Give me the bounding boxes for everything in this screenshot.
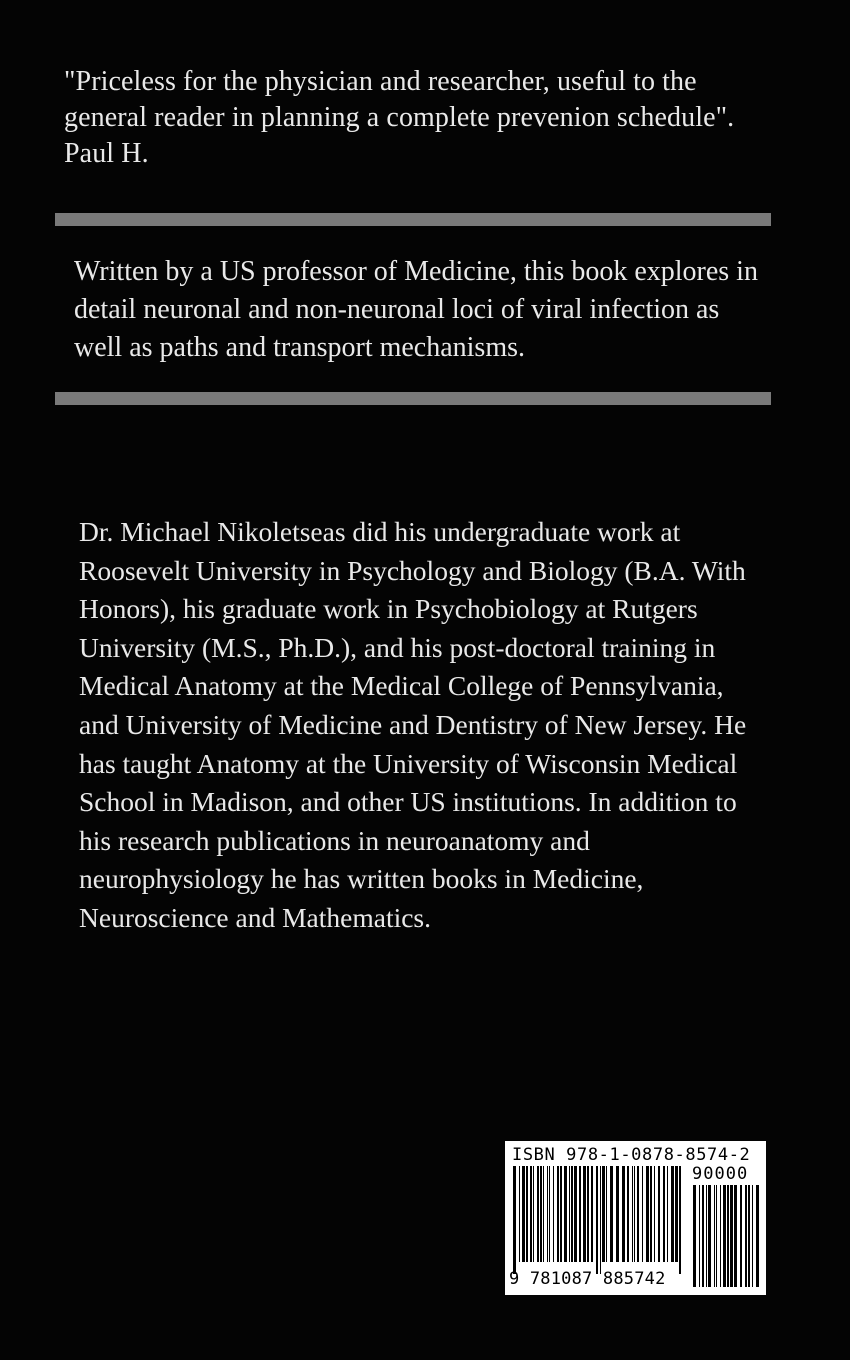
barcode-bar xyxy=(587,1166,589,1262)
barcode-bar xyxy=(560,1166,562,1262)
bottom-divider xyxy=(55,392,771,405)
barcode-bar xyxy=(557,1166,559,1262)
barcode-bar xyxy=(634,1166,635,1262)
quote-text: "Priceless for the physician and researcher, useful to the general reader in planning a complete prevenion schedule". xyxy=(64,66,735,133)
barcode-bar xyxy=(699,1185,700,1287)
barcode-bar xyxy=(734,1185,737,1287)
ean-barcode-bars xyxy=(513,1166,681,1274)
barcode-bar xyxy=(519,1166,520,1262)
quote-attribution: Paul H. xyxy=(64,138,149,169)
barcode-bar xyxy=(564,1166,567,1262)
barcode-bar xyxy=(549,1166,550,1262)
barcode-bar xyxy=(642,1166,643,1262)
barcode-bar xyxy=(547,1166,548,1262)
isbn-label: ISBN 978-1-0878-8574-2 xyxy=(512,1145,751,1165)
price-code: 90000 xyxy=(692,1164,749,1184)
barcode-bar xyxy=(537,1166,539,1262)
barcode-bar xyxy=(543,1166,544,1262)
barcode-bar xyxy=(622,1166,625,1262)
barcode-bar xyxy=(702,1185,704,1287)
barcode-bar xyxy=(583,1166,586,1262)
barcode-bar xyxy=(610,1166,613,1262)
barcode-bar xyxy=(600,1166,601,1274)
barcode-bar xyxy=(714,1185,715,1287)
barcode-bar xyxy=(602,1166,605,1262)
barcode-bar xyxy=(526,1166,528,1262)
barcode-bar xyxy=(533,1166,534,1262)
barcode-bar xyxy=(513,1166,516,1274)
barcode-bar xyxy=(675,1166,678,1262)
barcode-bar xyxy=(571,1166,573,1262)
barcode-bar xyxy=(667,1166,668,1262)
barcode-bar xyxy=(646,1166,649,1262)
barcode-bar xyxy=(745,1185,747,1287)
barcode-bar xyxy=(574,1166,577,1262)
top-divider xyxy=(55,213,771,226)
book-blurb: Written by a US professor of Medicine, this book explores in detail neuronal and non-neuronal loci of viral infection as well as paths and transport mechanisms. xyxy=(74,256,758,363)
barcode-bar xyxy=(671,1166,674,1262)
barcode-bar xyxy=(663,1166,665,1262)
barcode-bar xyxy=(540,1166,542,1262)
barcode-bar xyxy=(553,1166,554,1262)
barcode-bar xyxy=(716,1185,717,1287)
barcode-bar xyxy=(579,1166,581,1262)
ean-digits: 9 781087 885742 xyxy=(509,1269,666,1289)
barcode-bar xyxy=(632,1166,633,1262)
barcode-bar xyxy=(679,1166,681,1274)
barcode-bar xyxy=(740,1185,742,1287)
barcode-bar xyxy=(730,1185,733,1287)
barcode-bar xyxy=(530,1166,532,1262)
isbn-barcode xyxy=(505,1141,766,1295)
barcode-bar xyxy=(606,1166,607,1262)
barcode-bar xyxy=(756,1185,759,1287)
barcode-bar xyxy=(591,1166,593,1262)
barcode-bar xyxy=(727,1185,729,1287)
endorsement-quote xyxy=(64,64,784,172)
barcode-bar xyxy=(627,1166,629,1262)
price-addon-bars xyxy=(693,1185,759,1287)
barcode-bar xyxy=(723,1185,726,1287)
barcode-bar xyxy=(708,1185,711,1287)
barcode-bar xyxy=(654,1166,655,1262)
barcode-bar xyxy=(693,1185,696,1287)
barcode-bar xyxy=(596,1166,598,1274)
barcode-bar xyxy=(522,1166,525,1262)
barcode-bar xyxy=(706,1185,707,1287)
barcode-bar xyxy=(650,1166,652,1262)
barcode-bar xyxy=(637,1166,639,1262)
barcode-bar xyxy=(752,1185,753,1287)
barcode-bar xyxy=(616,1166,619,1262)
barcode-bar xyxy=(748,1185,750,1287)
barcode-bar xyxy=(658,1166,660,1262)
barcode-bar xyxy=(569,1166,570,1262)
author-bio: Dr. Michael Nikoletseas did his undergraduate work at Roosevelt University in Psychology and Biology (B.A. With Honors), his graduate work in Psychobiology at Rutgers University (M.S., Ph.D.), and his post-doctoral training in Medical Anatomy at the Medical College of Pennsylvania, and University of Medicine and Dentistry of New Jersey. He has taught Anatomy at the University of Wisconsin Medical School in Madison, and other US institutions. In addition to his research publications in neuroanatomy and neurophysiology he has written books in Medicine, Neuroscience and Mathematics. xyxy=(79,516,747,933)
barcode-bar xyxy=(720,1185,721,1287)
